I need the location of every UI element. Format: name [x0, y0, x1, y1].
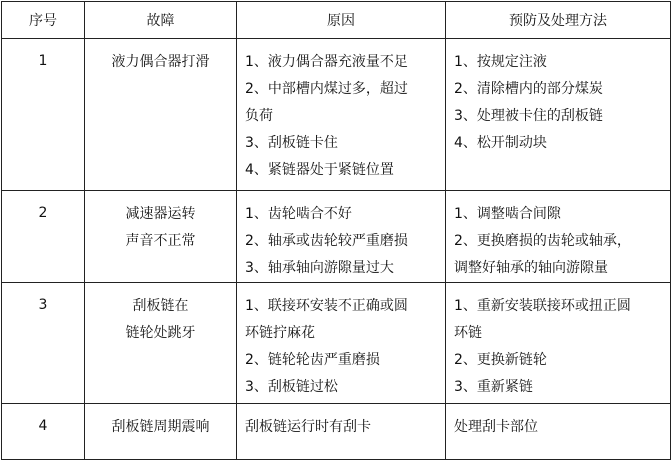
remedy-cell — [446, 39, 671, 191]
remedy-line: 1、按规定注液 — [454, 54, 547, 70]
row-num: 1 — [38, 53, 48, 69]
fault-line: 链轮处跳牙 — [125, 325, 196, 341]
table-row — [2, 39, 671, 191]
cause-line: 环链拧麻花 — [245, 325, 315, 341]
remedy-line: 调整好轴承的轴向游隙量 — [454, 260, 608, 276]
header-cell-num: 序号 — [2, 2, 85, 39]
cause-line: 2、链轮轮齿严重磨损 — [245, 352, 380, 368]
row-num: 3 — [38, 297, 48, 313]
cause-line: 3、轴承轴向游隙量过大 — [245, 260, 394, 276]
remedy-line: 3、处理被卡住的刮板链 — [454, 108, 603, 124]
cause-line: 2、轴承或齿轮较严重磨损 — [245, 233, 408, 249]
table-row — [2, 404, 671, 460]
cause-line: 1、齿轮啮合不好 — [245, 206, 352, 222]
cause-cell — [237, 404, 446, 460]
cause-line: 4、紧链器处于紧链位置 — [245, 162, 394, 178]
fault-line: 刮板链在 — [132, 298, 189, 314]
fault-line: 声音不正常 — [125, 233, 196, 249]
fault-cell — [85, 191, 237, 283]
row-num-cell — [2, 404, 85, 460]
remedy-line: 环链 — [454, 325, 482, 341]
cause-line: 3、刮板链过松 — [245, 379, 338, 395]
header-cell-cause: 原因 — [237, 2, 446, 39]
remedy-line: 4、松开制动块 — [454, 135, 547, 151]
cause-line: 1、液力偶合器充液量不足 — [245, 54, 408, 70]
header-cell-remedy: 预防及处理方法 — [446, 2, 671, 39]
cause-line: 刮板链运行时有刮卡 — [245, 419, 371, 435]
fault-table — [1, 1, 671, 460]
remedy-line: 1、调整啮合间隙 — [454, 206, 561, 222]
row-num: 4 — [38, 418, 48, 434]
row-num-cell — [2, 39, 85, 191]
fault-cell — [85, 283, 237, 404]
remedy-line: 2、更换新链轮 — [454, 352, 547, 368]
header-cell-fault: 故障 — [85, 2, 237, 39]
table-row — [2, 283, 671, 404]
remedy-line: 处理刮卡部位 — [454, 419, 538, 435]
cause-cell — [237, 39, 446, 191]
table-row — [2, 191, 671, 283]
row-num: 2 — [38, 205, 48, 221]
fault-cell — [85, 39, 237, 191]
remedy-line: 3、重新紧链 — [454, 379, 533, 395]
cause-cell — [237, 283, 446, 404]
fault-cell — [85, 404, 237, 460]
fault-line: 刮板链周期震响 — [111, 419, 210, 435]
header-row — [2, 2, 671, 39]
remedy-cell — [446, 283, 671, 404]
cause-line: 2、中部槽内煤过多，超过 — [245, 81, 408, 97]
cause-line: 1、联接环安装不正确或圆 — [245, 298, 408, 314]
remedy-cell — [446, 404, 671, 460]
remedy-line: 2、更换磨损的齿轮或轴承， — [454, 233, 631, 249]
row-num-cell — [2, 191, 85, 283]
cause-line: 负荷 — [245, 108, 273, 124]
cause-cell — [237, 191, 446, 283]
fault-line: 减速器运转 — [125, 206, 196, 222]
fault-line: 液力偶合器打滑 — [111, 54, 210, 70]
remedy-line: 1、重新安装联接环或扭正圆 — [454, 298, 631, 314]
remedy-line: 2、清除槽内的部分煤炭 — [454, 81, 603, 97]
cause-line: 3、刮板链卡住 — [245, 135, 338, 151]
row-num-cell — [2, 283, 85, 404]
remedy-cell — [446, 191, 671, 283]
